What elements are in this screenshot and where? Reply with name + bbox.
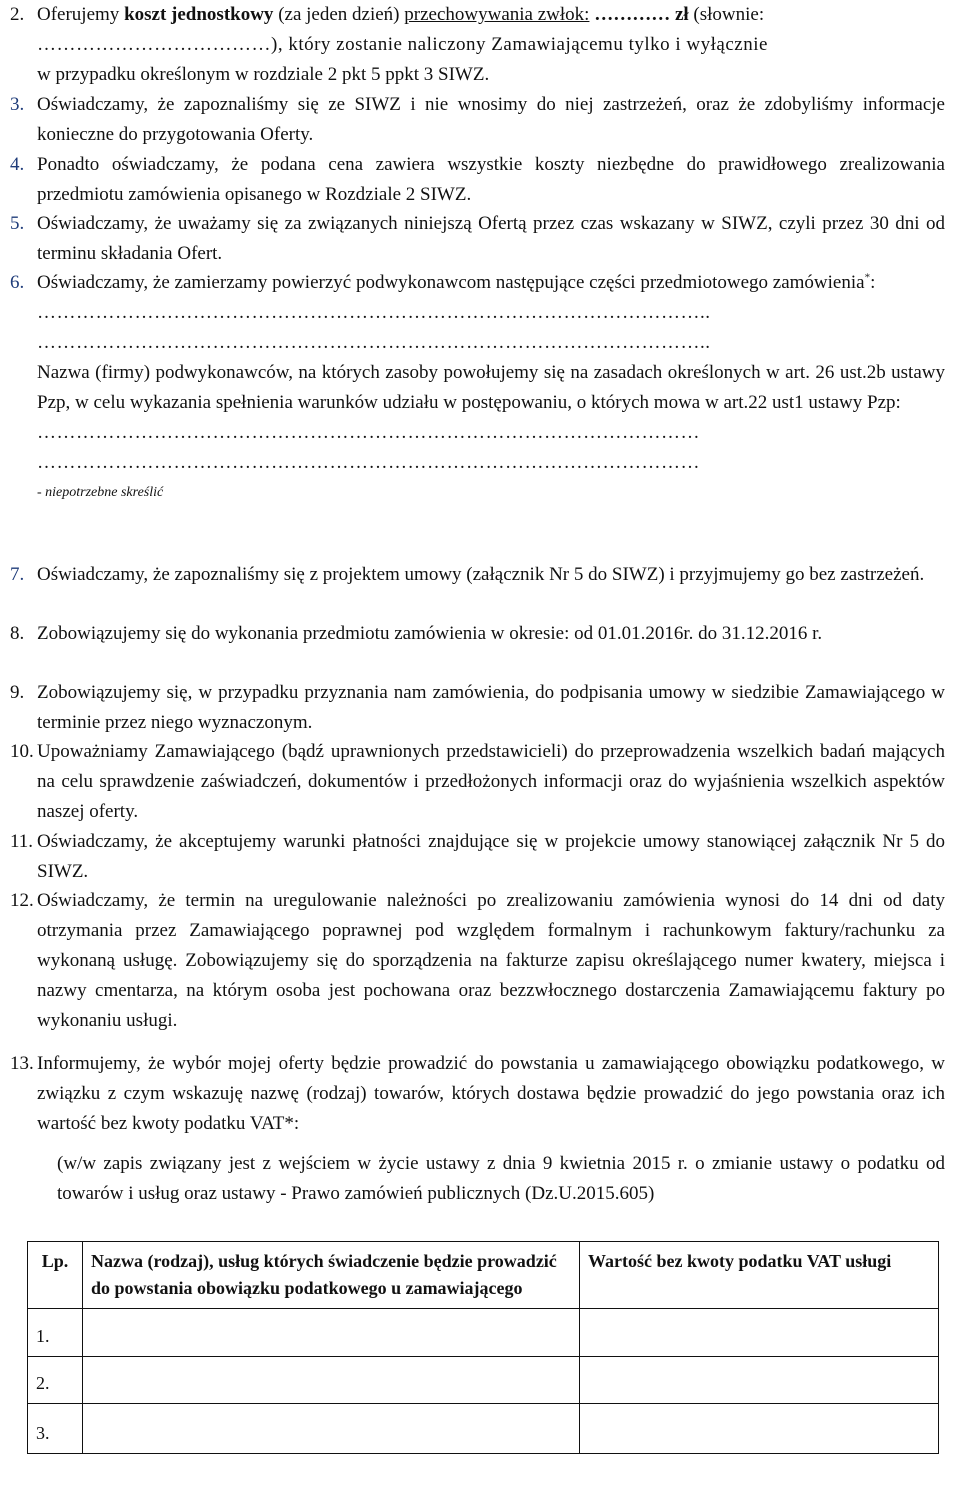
footnote-marker: *: [864, 271, 871, 284]
item-number: 3.: [10, 94, 25, 115]
item-number: 6.: [10, 272, 25, 293]
item-number: 2.: [10, 4, 25, 25]
item-text: Oświadczamy, że zapoznaliśmy się z projektem umowy (załącznik Nr 5 do SIWZ) i przyjmujemy go bez zastrzeżeń.: [37, 564, 925, 585]
subcontractor-blank-line: …………………………………………………………………………………………: [37, 422, 700, 443]
text-fragment: :: [870, 272, 876, 293]
item-text: Oświadczamy, że zapoznaliśmy się ze SIWZ i nie wnosimy do niej zastrzeżeń, oraz że zdobyliśmy informacje konieczne do przygotowania Oferty.: [37, 94, 945, 145]
item-number: 10.: [10, 741, 34, 762]
header-service-name: Nazwa (rodzaj), usług których świadczenie będzie prowadzić do powstania obowiązku podatkowego u zamawiającego: [83, 1242, 580, 1309]
item-9: [10, 678, 945, 738]
item-text: Oświadczamy, że termin na uregulowanie należności po zrealizowaniu zamówienia wynosi do 14 dni od daty otrzymania przez Zamawiającego poprawnej pod względem formalnym i rachunkowym faktury/rachunku za wykonaną usługę. Zobowiązujemy się do sporządzenia na fakturze zapisu określającego numer kwatery, miejsca i nazwy cmentarza, na którym osoba jest pochowana oraz bezzwłocznego dostarczenia Zamawiającemu faktury po wykonaniu usługi.: [37, 890, 945, 1031]
item-11: [10, 827, 945, 887]
item-text: Zobowiązujemy się, w przypadku przyznania nam zamówienia, do podpisania umowy w siedzibie Zamawiającego w terminie przez niego wyznaczonym.: [37, 682, 945, 733]
table-row: [28, 1357, 939, 1404]
item-7: [10, 560, 945, 590]
item-number: 9.: [10, 682, 25, 703]
table-header-row: [28, 1242, 939, 1309]
item-text: Zobowiązujemy się do wykonania przedmiotu zamówienia w okresie: od 01.01.2016r. do 31.12.2016 r.: [37, 623, 823, 644]
item-text: Upoważniamy Zamawiającego (bądź uprawnionych przedstawicieli) do przeprowadzenia wszelkich badań mających na celu sprawdzenie zaświadczeń, dokumentów i przedłożonych informacji oraz do wyjaśnienia wszelkich aspektów naszej oferty.: [37, 741, 945, 822]
item-number: 8.: [10, 623, 25, 644]
item-6: [10, 268, 945, 508]
row-value-cell[interactable]: [580, 1309, 939, 1357]
text-fragment: Oświadczamy, że zamierzamy powierzyć podwykonawcom następujące części przedmiotowego zamówienia: [37, 272, 865, 293]
text-underlined: przechowywania zwłok:: [404, 4, 590, 25]
price-blank: …………: [589, 4, 675, 25]
item-text: Oświadczamy, że akceptujemy warunki płatności znajdujące się w projekcie umowy stanowiącej załącznik Nr 5 do SIWZ.: [37, 831, 945, 882]
row-number: 3.: [28, 1404, 83, 1454]
table-row: [28, 1404, 939, 1454]
item-text: [37, 268, 945, 508]
row-number: 1.: [28, 1309, 83, 1357]
item-number: 5.: [10, 213, 25, 234]
text-fragment: Oferujemy: [37, 4, 125, 25]
row-number: 2.: [28, 1357, 83, 1404]
header-lp: Lp.: [28, 1242, 83, 1309]
item-12: [10, 886, 945, 1036]
item-4: [10, 150, 945, 210]
header-value: Wartość bez kwoty podatku VAT usługi: [580, 1242, 939, 1309]
subcontract-blank-line: …………………………………………………………………………………………..: [37, 302, 711, 323]
subcontractor-paragraph: Nazwa (firmy) podwykonawców, na których zasoby powołujemy się na zasadach określonych w art. 26 ust.2b ustawy Pzp, w celu wykazania spełnienia warunków udziału w postępowaniu, o których mowa w art.22 ust1 ustawy Pzp:: [37, 362, 945, 413]
words-blank-line: ………………………………), który zostanie naliczony Zamawiającemu tylko i wyłącznie: [37, 34, 768, 55]
vat-statement: Informujemy, że wybór mojej oferty będzie prowadzić do powstania u zamawiającego obowiązku podatkowego, w związku z czym wskazuję nazwę (rodzaj) towarów, których dostawa będzie prowadzić do jego powstania oraz ich wartość bez kwoty podatku VAT*:: [37, 1053, 945, 1134]
item-text: Ponadto oświadczamy, że podana cena zawiera wszystkie koszty niezbędne do prawidłowego zrealizowania przedmiotu zamówienia opisanego w Rozdziale 2 SIWZ.: [37, 154, 945, 205]
row-service-cell[interactable]: [83, 1309, 580, 1357]
item-5: [10, 209, 945, 269]
text-fragment: (za jeden dzień): [273, 4, 405, 25]
vat-law-note: (w/w zapis związany jest z wejściem w życie ustawy z dnia 9 kwietnia 2015 r. o zmianie ustawy o podatku od towarów i usług oraz ustawy - Prawo zamówień publicznych (Dz.U.2015.605): [57, 1153, 945, 1204]
row-value-cell[interactable]: [580, 1357, 939, 1404]
subcontract-blank-line: …………………………………………………………………………………………..: [37, 332, 711, 353]
item-number: 12.: [10, 890, 34, 911]
item-3: [10, 90, 945, 150]
item-number: 7.: [10, 564, 25, 585]
item-2: [10, 0, 945, 90]
currency-label: zł: [674, 4, 689, 25]
table-row: [28, 1309, 939, 1357]
text-bold: koszt jednostkowy: [124, 4, 274, 25]
item-text: [37, 0, 945, 90]
footnote-note: - niepotrzebne skreślić: [37, 485, 164, 500]
item-8: [10, 619, 945, 649]
item-number: 4.: [10, 154, 25, 175]
row-service-cell[interactable]: [83, 1404, 580, 1454]
row-value-cell[interactable]: [580, 1404, 939, 1454]
text-line: w przypadku określonym w rozdziale 2 pkt 5 ppkt 3 SIWZ.: [37, 64, 490, 85]
item-number: 13.: [10, 1053, 34, 1074]
item-text: Oświadczamy, że uważamy się za związanych niniejszą Ofertą przez czas wskazany w SIWZ, czyli przez 30 dni od terminu składania Ofert.: [37, 213, 945, 264]
row-service-cell[interactable]: [83, 1357, 580, 1404]
item-10: [10, 737, 945, 827]
item-number: 11.: [10, 831, 34, 852]
text-fragment: (słownie:: [688, 4, 765, 25]
item-text: [37, 1049, 945, 1209]
subcontractor-blank-line: …………………………………………………………………………………………: [37, 452, 700, 473]
item-13: [10, 1049, 945, 1209]
vat-services-table: [27, 1241, 939, 1454]
